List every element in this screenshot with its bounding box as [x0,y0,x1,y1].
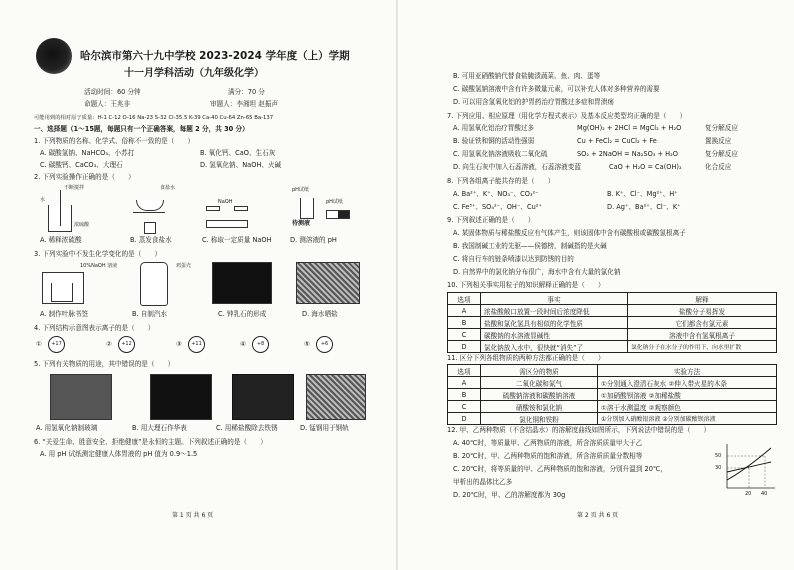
q4-stem: 4. 下列结构示意图表示离子的是（ ） [34,324,155,332]
q4-marker-5: ⑤ [304,340,310,348]
q7-stem: 7. 下列应用、相应原理（用化学方程式表示）及基本反应类型均正确的是（ ） [447,112,687,120]
table-row [448,389,777,401]
q6-option-c: C. 碳酸氢钠溶液中含有许多微量元素，可以补充人体对多种营养的需要 [453,85,660,93]
q11-cell: B [448,389,481,401]
q2-label-saltwater: 食盐水 [160,185,176,191]
q4-marker-1: ① [36,340,42,348]
q11-stem: 11. 区分下列各组物质的两种方法都正确的是（ ） [447,354,605,362]
q2-label-acid: 浓硫酸 [74,222,90,228]
q10-cell: A [448,305,481,317]
q10-table [447,292,777,353]
q1-option-c: C. 碳酸钙、CaCO₃、大理石 [40,161,123,169]
q7-d-application: D. 向生石灰中加入石蕊溶液，石蕊溶液变蓝 [453,163,581,171]
q3-option-a: A. 制作叶脉书签 [40,310,89,318]
q11-cell: ①分别加入硝酸银溶液 ②分别加碳酸钡溶液 [598,413,777,425]
q2-label-ph1: pH试纸 [292,187,309,193]
q10-header-explanation: 解释 [628,293,777,305]
q10-cell: 溶液中含有氢氧根离子 [628,329,777,341]
q7-b-type: 置换反应 [705,137,732,145]
q5-pic-a-glass [50,374,112,420]
q8-option-a: A. Ba²⁺、K⁺、NO₃⁻、CO₃²⁻ [453,190,539,198]
q7-d-type: 化合反应 [705,163,732,171]
q2-option-d: D. 测溶液的 pH [290,236,337,244]
graph-label-x20: 20 [745,491,752,497]
q5-pic-c-rust [232,374,294,420]
q11-cell: C [448,401,481,413]
glass-rod [60,190,61,226]
q8-option-b: B. K⁺、Cl⁻、Mg²⁺、H⁺ [607,190,678,198]
graph-label-x40: 40 [761,491,768,497]
q2-label-ph2: pH试纸 [326,199,343,205]
q11-cell: 二氧化碳和氮气 [481,377,598,389]
exam-subtitle: 十一月学科活动（九年级化学） [124,68,264,79]
q11-header-substances: 需区分的物质 [481,365,598,377]
q11-cell: ①分别通入澄清石灰水 ②伸入带火星的木条 [598,377,777,389]
q7-a-application: A. 用氢氧化铝治疗胃酸过多 [453,124,535,132]
q12-stem: 12. 甲、乙两种物质（不含结晶水）的溶解度曲线如图所示，下列说法中错误的是（ ） [447,426,711,434]
table-row [448,401,777,413]
q7-b-equation: Cu + FeCl₂ = CuCl₂ + Fe [577,137,657,145]
q3-pic-b-bottle [140,262,168,306]
q3-pic-a [42,272,84,304]
q5-option-b: B. 用大理石作华表 [132,424,187,432]
q7-d-equation: CaO + H₂O = Ca(OH)₂ [609,163,682,171]
q12-option-a: A. 40℃时，等质量甲、乙两物质的溶液，所含溶质质量甲大于乙 [453,439,643,447]
q5-option-c: C. 用稀盐酸除去铁锈 [216,424,278,432]
q10-cell: 它们都含有氯元素 [628,317,777,329]
q10-cell: 盐酸和氯化氢具有相似的化学性质 [481,317,628,329]
table-row [448,329,777,341]
q7-c-application: C. 用氢氧化钠溶液吸收二氧化硫 [453,150,548,158]
q6-option-d: D. 可以用含氢氧化铝的护胃药治疗胃酸过多症和胃溃疡 [453,98,614,106]
q3-label-naoh: 10%NaOH 溶液 [80,263,118,269]
q6-option-b: B. 可用亚硝酸钠代替食盐腌渍蔬菜、鱼、肉、蛋等 [453,72,601,80]
time-label: 活动时间：60 分钟 [84,88,141,96]
table-header-row [448,365,777,377]
q11-cell: 硝酸铵和氯化钠 [481,401,598,413]
q2-option-a: A. 稀释浓硫酸 [40,236,82,244]
q5-pic-b-pillar [150,374,212,420]
q10-cell: 浓盐酸敞口放置一段时间后浓度降低 [481,305,628,317]
table-row [448,305,777,317]
table-row [448,377,777,389]
q8-option-c: C. Fe³⁺、SO₄²⁻、OH⁻、Cu²⁺ [453,203,542,211]
ink-blot [36,38,72,74]
q12-option-b: B. 20℃时，甲、乙两种物质的饱和溶液，所含溶质质量分数相等 [453,452,643,460]
q10-stem: 10. 下列相关事实用粒子的知识解释正确的是（ ） [447,281,605,289]
atom-structure-2: +12 [118,336,135,353]
q1-option-d: D. 氢氧化钠、NaOH、火碱 [200,161,282,169]
q1-option-a: A. 碳酸氢钠、NaHCO₃、小苏打 [40,149,135,157]
q1-option-b: B. 氧化钙、CaO、生石灰 [200,149,276,157]
atom-structure-1: +17 [48,336,65,353]
q11-cell: 氯化铜和铁粉 [481,413,598,425]
atom-structure-4: +8 [252,336,269,353]
q12-option-d: D. 20℃时，甲、乙的溶解度都为 30g [453,491,566,499]
table-header-row [448,293,777,305]
q7-b-application: B. 验证铁和铜的活动性强弱 [453,137,535,145]
q9-option-d: D. 自然界中的氯化钠分布很广，海水中含有大量的氯化钠 [453,268,621,276]
q3-option-c: C. 钟乳石的形成 [218,310,267,318]
q9-option-b: B. 我国制碱工业的先驱——侯德榜，制碱指的是火碱 [453,242,607,250]
q7-c-type: 复分解反应 [705,150,738,158]
page-footer-right: 第 2 页 共 6 页 [577,512,619,519]
q7-a-type: 复分解反应 [705,124,738,132]
q2-option-b: B. 蒸发食盐水 [130,236,172,244]
q11-header-option: 选项 [448,365,481,377]
q12-option-c-cont: 甲析出的晶体比乙多 [453,478,513,486]
q9-option-c: C. 将自行车的链条喷漆以达到防锈的目的 [453,255,574,263]
balance-pan-right [234,206,248,211]
q3-pic-d-saltpan [296,262,360,304]
q3-stem: 3. 下列实验中不发生化学变化的是（ ） [34,250,162,258]
q1-stem: 1. 下列物质的名称、化学式、俗称不一致的是（ ） [34,137,195,145]
beaker-d [300,198,314,219]
q5-pic-d-rail [306,374,366,420]
evaporating-dish [136,200,164,211]
q5-option-d: D. 锰钢用于钢轨 [300,424,349,432]
q11-header-method: 实验方法 [598,365,777,377]
q2-label-stir: 不断搅拌 [64,185,85,191]
q12-option-c: C. 20℃时，将等质量的甲、乙两种物质的饱和溶液，分别升温到 20℃， [453,465,667,473]
q2-label-water: 水 [40,197,46,203]
atom-structure-5: +6 [316,336,333,353]
q6-option-a: A. 用 pH 试纸测定健康人体胃液的 pH 值为 0.9～1.5 [40,450,198,458]
q3-pic-c-stalactite [212,262,272,304]
q11-cell: D [448,413,481,425]
q2-label-naoh: NaOH [218,199,233,205]
q6-stem: 6. “关爱生命、胜意安全、拒绝健康”是永恒的主题。下列叙述正确的是（ ） [34,438,267,446]
graph-label-30: 30 [715,465,722,471]
q11-cell: A [448,377,481,389]
q11-cell: ①加硝酸钡溶液 ②加稀盐酸 [598,389,777,401]
q3-label-eggshell: 鸡蛋壳 [176,263,192,269]
q9-option-a: A. 某固体物质与稀盐酸反应有气体产生，则该固体中含有碳酸根或碳酸氢根离子 [453,229,686,237]
q10-cell: 氯化钠放入水中，很快就“消失”了 [481,341,628,353]
ph-paper-strip [326,210,350,219]
table-row [448,317,777,329]
q11-table [447,364,777,425]
alcohol-lamp [144,222,156,234]
q7-c-equation: SO₂ + 2NaOH = Na₂SO₃ + H₂O [577,150,678,158]
q10-cell: 盐酸分子易挥发 [628,305,777,317]
q8-stem: 8. 下列各组离子能共存的是（ ） [447,177,555,185]
balance-base [206,220,248,228]
q10-cell: D [448,341,481,353]
table-row [448,341,777,353]
beaker-leaf [51,283,73,302]
q5-option-a: A. 用氢氧化钠制玻璃 [36,424,98,432]
q2-stem: 2. 下列实验操作正确的是（ ） [34,173,135,181]
q10-cell: 碳酸钠的水溶液显碱性 [481,329,628,341]
graph-label-50: 50 [715,453,722,459]
exam-page-2 [397,0,794,570]
atom-structure-3: +11 [188,336,205,353]
atomic-masses: 可能用到的相对原子质量：H-1 C-12 O-16 Na-23 S-32 Cl-35.5 K-39 Ca-40 Cu-64 Zn-65 Ba-137 [34,115,274,121]
exam-title: 哈尔滨市第六十九中学校 2023-2024 学年度（上）学期 [80,50,350,62]
q8-option-d: D. Ag⁺、Ba²⁺、Cl⁻、K⁺ [607,203,681,211]
q4-marker-3: ③ [176,340,182,348]
q2-option-c: C. 称取一定质量 NaOH [202,236,272,244]
q3-option-d: D. 海水晒盐 [302,310,338,318]
q10-cell: 氯化钠分子在水分子的作用下，向水里扩散 [628,341,777,353]
q10-cell: C [448,329,481,341]
q2-label-sample: 待测液 [292,220,311,227]
q3-option-b: B. 自制汽水 [132,310,168,318]
table-row [448,413,777,425]
q4-marker-4: ④ [240,340,246,348]
section-heading: 一、选择题（1～15题，每题只有一个正确答案，每题 2 分，共 30 分） [34,125,249,133]
q10-cell: B [448,317,481,329]
q4-marker-2: ② [106,340,112,348]
balance-pan-left [206,206,220,211]
q5-stem: 5. 下列有关物质的用途，其中错误的是（ ） [34,360,175,368]
author-label: 命题人：王兆非 [84,100,131,108]
q10-header-option: 选项 [448,293,481,305]
score-label: 满分：70 分 [228,88,265,96]
q7-a-equation: Mg(OH)₂ + 2HCl = MgCl₂ + H₂O [577,124,682,132]
q9-stem: 9. 下列叙述正确的是（ ） [447,216,535,224]
tripod-ring [133,212,165,213]
q11-cell: 硫酸钠溶液和碳酸钠溶液 [481,389,598,401]
page-footer-left: 第 1 页 共 6 页 [172,512,214,519]
q11-cell: ①溶于水测温度 ②观察颜色 [598,401,777,413]
reviewer-label: 审题人：李湘坦 赵振声 [210,100,279,108]
q10-header-fact: 事实 [481,293,628,305]
